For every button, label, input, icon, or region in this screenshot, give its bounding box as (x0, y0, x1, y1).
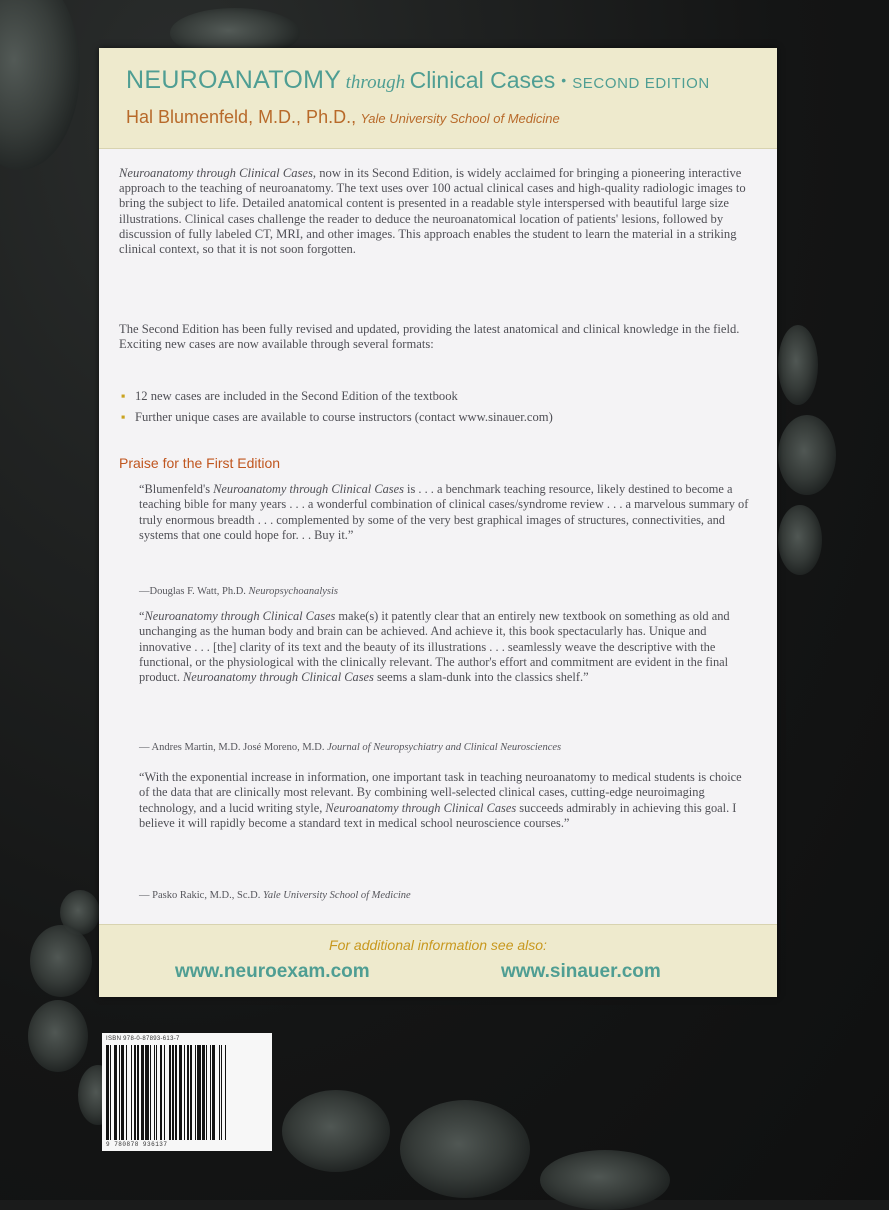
barcode-digits: 9 780878 936137 (106, 1141, 168, 1148)
quote-text: “Blumenfeld's (139, 482, 214, 496)
list-item (121, 409, 761, 425)
quote-title-italic: Neuroanatomy through Clinical Cases (213, 482, 404, 496)
attribution-publication: Neuropsychoanalysis (248, 586, 338, 597)
quote-text: “ (139, 609, 145, 623)
quote-attribution-3 (139, 890, 751, 901)
bullet-list (121, 388, 761, 430)
attribution-publication: Journal of Neuropsychiatry and Clinical Neurosciences (327, 742, 562, 753)
author-affiliation: Yale University School of Medicine (360, 111, 560, 126)
additional-info-label: For additional information see also: (329, 937, 547, 953)
title-bullet: • (561, 72, 567, 88)
title-banner (99, 48, 777, 149)
attribution-name: — Andres Martin, M.D. José Moreno, M.D. (139, 742, 328, 753)
praise-quote-2 (139, 609, 751, 685)
attribution-publication: Yale University School of Medicine (262, 890, 411, 901)
bullet-icon: ▪ (121, 410, 126, 424)
praise-heading: Praise for the First Edition (119, 455, 281, 471)
mri-scan-image (28, 1000, 88, 1072)
praise-quote-1 (139, 482, 751, 543)
bullet-text: Further unique cases are available to course instructors (contact www.sinauer.com) (135, 410, 553, 424)
book-title (126, 66, 710, 95)
quote-text: make(s) it patently clear that an entirely new textbook on something as old and unchanging as the human body and brain can be achieved. And achieve it, this book spectacularly has. Unique and innovative . . . [the] clarity of its text and the beauty of its illustrations . . . seamlessly weave the descriptive with the functional, or the physiological with the clinically relevant. The author's effort and commitment are evident in the final product. (139, 609, 730, 685)
quote-attribution-2 (139, 742, 751, 753)
quote-title-italic: Neuroanatomy through Clinical Cases (183, 670, 374, 685)
barcode-bars (106, 1045, 266, 1140)
quote-title-italic: Neuroanatomy through Clinical Cases (144, 609, 336, 623)
quote-title-italic: Neuroanatomy through Clinical Cases (325, 800, 517, 815)
isbn-barcode (102, 1033, 272, 1151)
title-clinical: Clinical Cases (409, 67, 556, 93)
description-paragraph-1 (119, 166, 759, 257)
title-through: through (345, 72, 406, 93)
mri-scan-image (400, 1100, 530, 1198)
mri-scan-image (778, 325, 818, 405)
quote-text: “With the exponential increase in information, one important task in teaching neuroanatomy to medical students is choice of the data that are clinically most relevant. By combining well-selected clinical cases, cutting-edge neuroimaging technology, and a lucid writing style, (139, 770, 742, 815)
description-paragraph-2: The Second Edition has been fully revised and updated, providing the latest anatomical and clinical knowledge in the field. Exciting new cases are now available through several formats: (119, 322, 740, 352)
quote-text: is . . . a benchmark teaching resource, likely destined to become a teaching bible for many years . . . a wonderful combination of clinical cases/syndrome review . . . a marvelous summary of truly enormous breadth . . . complemented by some of the very best graphical images of structures, connectivities, and systems that one could hope for. . . Buy it.” (139, 482, 749, 542)
title-main: NEUROANATOMY (126, 66, 342, 94)
isbn-text: ISBN 978-0-87893-613-7 (106, 1036, 180, 1042)
book-title-italic: Neuroanatomy through Clinical Cases (119, 166, 313, 180)
attribution-name: —Douglas F. Watt, Ph.D. (139, 586, 249, 597)
quote-text: seems a slam-dunk into the classics shelf.” (373, 670, 589, 685)
quote-text: succeeds admirably in achieving this goal. I believe it will rapidly become a standard text in medical school neuroscience courses.” (139, 800, 737, 830)
author-name: Hal Blumenfeld, M.D., Ph.D., (126, 107, 357, 127)
praise-quote-3 (139, 770, 751, 831)
bullet-text: 12 new cases are included in the Second Edition of the textbook (135, 389, 458, 403)
sinauer-link[interactable]: www.sinauer.com (501, 961, 661, 982)
info-banner (99, 924, 777, 997)
attribution-name: — Pasko Rakic, M.D., Sc.D. (139, 890, 263, 901)
description-text: , now in its Second Edition, is widely acclaimed for bringing a pioneering interactive approach to the teaching of neuroanatomy. The text uses over 100 actual clinical cases and high-quality radiologic images to bring the subject to life. Detailed anatomical content is presented in a readable style interspersed with beautiful large size illustrations. Clinical cases challenge the reader to deduce the neuroanatomical location of patients' lesions, followed by discussion of fully labeled CT, MRI, and other images. This approach enables the student to learn the material in a striking clinical context, so that it is not soon forgotten. (119, 166, 746, 257)
barcode-stripe (226, 1045, 229, 1140)
bullet-icon: ▪ (121, 389, 126, 403)
back-cover-panel (99, 48, 777, 996)
neuroexam-link[interactable]: www.neuroexam.com (175, 961, 370, 982)
mri-scan-image (778, 415, 836, 495)
list-item (121, 388, 761, 404)
edition-label: SECOND EDITION (572, 75, 710, 92)
mri-scan-image (540, 1150, 670, 1210)
quote-attribution-1 (139, 586, 751, 597)
mri-scan-image (282, 1090, 390, 1172)
mri-scan-image (30, 925, 92, 997)
mri-scan-image (778, 505, 822, 575)
author-line (126, 107, 560, 128)
